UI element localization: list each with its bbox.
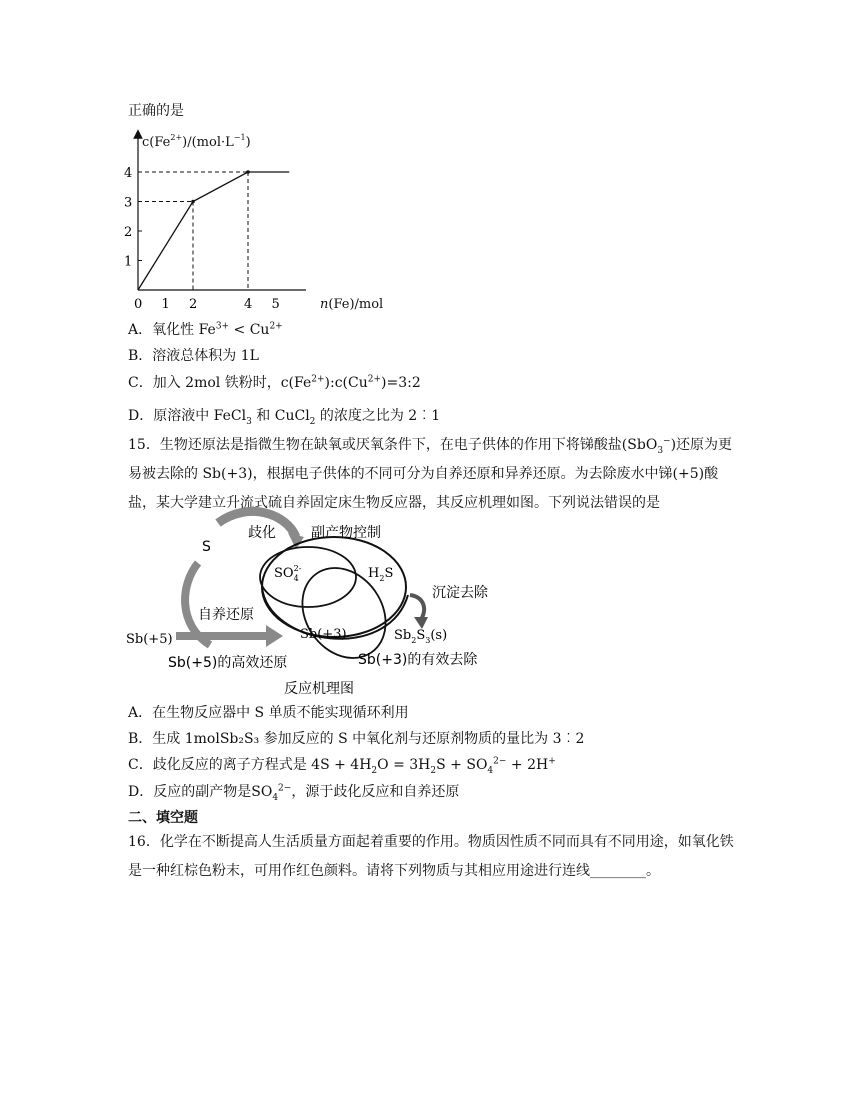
y-tick-label: 3 [124,195,133,211]
q15-option-c: C．歧化反应的离子方程式是 $4S + 4H_2O = 3H_2S + SO_4^{2-} + 2H^+$ [128,756,556,776]
y-tick-label: 4 [124,166,133,181]
mechanism-diagram [118,505,518,700]
x-tick-label: 2 [189,297,198,312]
q16-text: 16．化学在不断提高人生活质量方面起着重要的作用。物质因性质不同而具有不同用途，如氧化铁是一种红棕色粉末，可用作红色颜料。请将下列物质与其相应用途进行连线________。 [128,834,734,879]
q14-option-d: D．原溶液中 FeCl$_3$ 和 CuCl$_2$ 的浓度之比为 2︰1 [128,408,441,427]
data-point [246,170,250,174]
x-tick-label: 5 [271,297,280,312]
section-title: 二、填空题 [128,810,198,826]
label-sb5: Sb(+5) [126,632,173,647]
x-tick-label: 4 [244,297,253,312]
label-qihua: 歧化 [248,525,276,541]
q15-option-d: D．反应的副产物是$SO_4^{2-}$，源于歧化反应和自养还原 [128,783,460,803]
chart-series-line [138,172,289,290]
label-chendian: 沉淀去除 [432,585,488,601]
x-tick-label: 0 [134,297,143,312]
q14-option-b: B．溶液总体积为 1L [128,348,259,364]
y-tick-label: 2 [124,225,133,240]
x-tick-label: 1 [161,297,170,312]
x-axis-label: n(Fe)/mol [320,297,384,312]
intro-text: 正确的是 [128,103,184,119]
q14-option-a: A．氧化性 $Fe^{3+} < Cu^{2+}$ [128,321,283,338]
y-tick-label: 1 [124,254,133,270]
concentration-chart [118,128,408,316]
q15-stem: 15．生物还原法是指微生物在缺氧或厌氧条件下，在电子供体的作用下将锑酸盐(SbO$_3$−)还原为更易被去除的 Sb(+3)，根据电子供体的不同可分为自养还原和异养还原。为去除废水中锑(+5)酸盐，某大学建立升流式硫自养固定床生物反应器，其反应机理如图。下列说法错误的是 [128,436,733,511]
label-ziyang: 自养还原 [198,607,254,623]
data-point [191,200,195,204]
q15-option-a: A．在生物反应器中 S 单质不能实现循环利用 [128,705,409,721]
label-s: S [202,539,211,555]
q14-option-c: C．加入 2mol 铁粉时，$c(Fe^{2+}):c(Cu^{2+})=3:2$ [128,374,421,391]
label-so4: $SO_42-$ [274,564,302,583]
y-axis-label: $c(Fe^{2+})/(mol\cdot L^{-1})$ [142,133,251,150]
label-sb2s3: $Sb_2S_3(s)$ [394,628,448,645]
label-youxiao: Sb(+3)的有效去除 [358,652,478,668]
label-sb3: Sb(+3) [300,627,347,642]
label-gaoxiao: Sb(+5)的高效还原 [168,655,288,671]
label-byproduct: 副产物控制 [311,525,381,541]
label-h2s: $H_2S$ [368,566,394,583]
q15-option-b: B．生成 1molSb₂S₃ 参加反应的 S 中氧化剂与还原剂物质的量比为 3︰2 [128,731,585,747]
diagram-caption: 反应机理图 [284,681,354,697]
